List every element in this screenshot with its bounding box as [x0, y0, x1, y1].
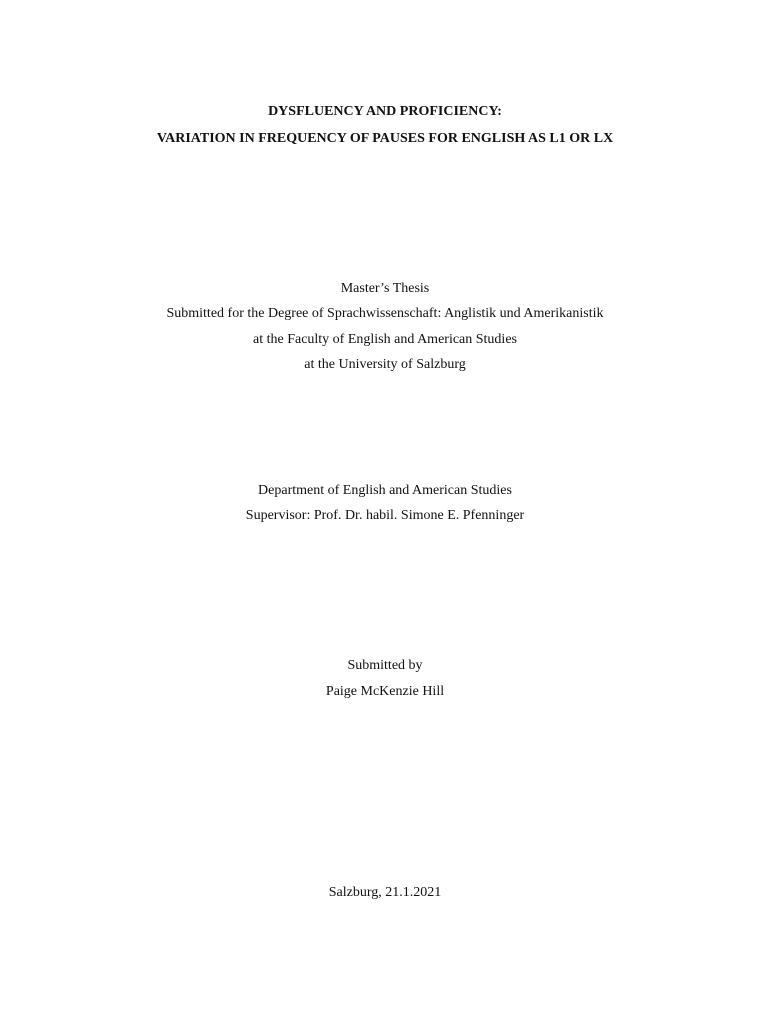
faculty-statement: at the Faculty of English and American Studies — [252, 332, 517, 347]
submitted-by-label: Submitted by — [347, 658, 423, 673]
degree-statement: Submitted for the Degree of Sprachwissenschaft: Anglistik und Amerikanistik — [166, 306, 604, 321]
supervisor: Supervisor: Prof. Dr. habil. Simone E. Pfenninger — [245, 508, 525, 523]
university-statement: at the University of Salzburg — [304, 357, 466, 372]
place-and-date: Salzburg, 21.1.2021 — [328, 885, 442, 900]
thesis-title-line-2: VARIATION IN FREQUENCY OF PAUSES FOR ENGLISH AS L1 OR LX — [156, 131, 614, 146]
author-name: Paige McKenzie Hill — [325, 684, 445, 699]
thesis-type: Master’s Thesis — [340, 281, 430, 296]
thesis-title-line-1: DYSFLUENCY AND PROFICIENCY: — [268, 104, 502, 119]
department-name: Department of English and American Studies — [258, 483, 512, 498]
